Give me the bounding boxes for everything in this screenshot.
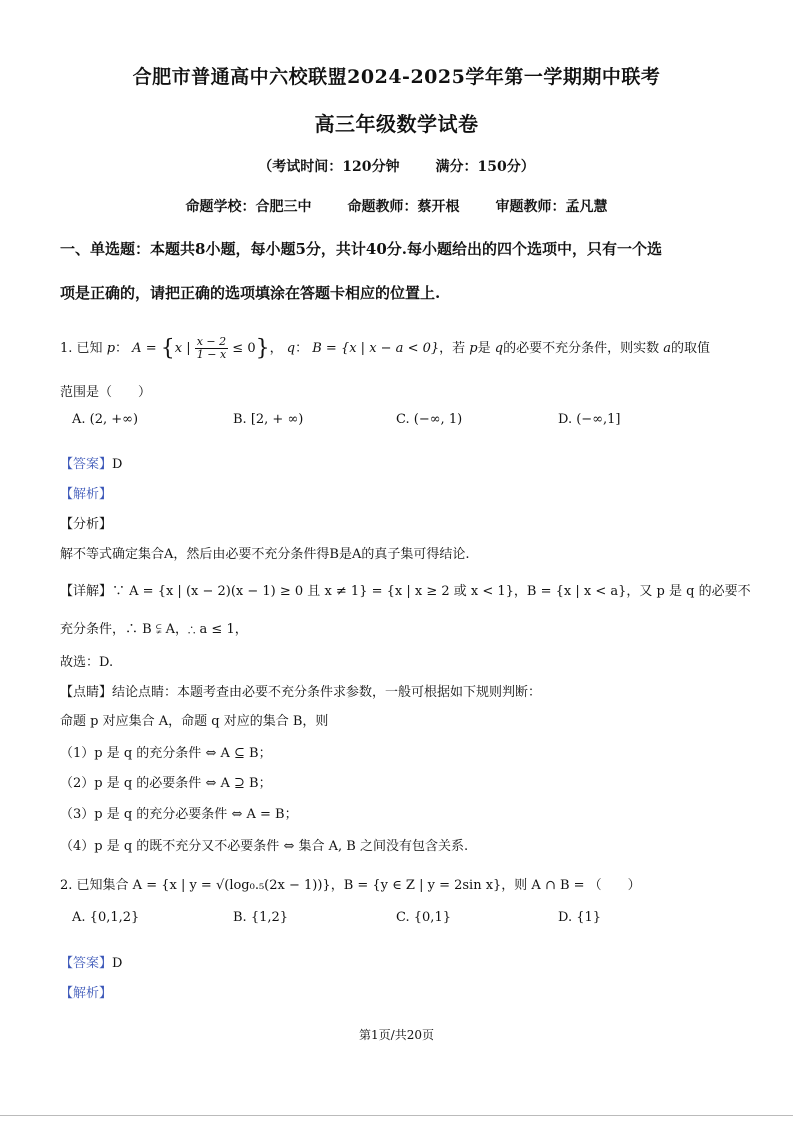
q1-range: 的取值 [671, 341, 711, 356]
q2-option-a[interactable]: A. {0,1,2} [72, 910, 140, 925]
q2-option-b[interactable]: B. {1,2} [233, 910, 289, 925]
q1-q2: q [494, 341, 504, 356]
q2-stem: 2. 已知集合 A = {x | y = √(log₀.₅(2x − 1))}，B = {y ∈ Z | y = 2sin x}，则 A ∩ B = （ ） [60, 878, 641, 893]
q1-is: 是 [477, 341, 491, 356]
q1-answer [60, 453, 740, 472]
q1-cond: ，若 [439, 341, 466, 356]
q1-colon: ： [115, 341, 129, 356]
q1-p2: p [469, 341, 478, 356]
q1-stem-line2: 范围是（ ） [60, 385, 152, 400]
q1-option-c[interactable]: C. (−∞, 1) [396, 412, 463, 427]
exam-subtitle: 高三年级数学试卷 [314, 112, 479, 136]
q1-detail [60, 580, 751, 599]
q1-fenxi-text: 解不等式确定集合A，然后由必要不充分条件得B是A的真子集可得结论. [60, 547, 470, 562]
page-number: 第1页/共20页 [359, 1028, 434, 1042]
exam-authors [0, 196, 793, 216]
answer-value: D [112, 457, 123, 472]
setter: 命题教师：蔡开根 [347, 199, 460, 215]
note-tag: 【点睛】 [60, 685, 113, 700]
q1-p: p [106, 341, 116, 356]
q2-answer [60, 952, 740, 971]
q1-detail-line2: 充分条件，∴ B ⫋ A，∴ a ≤ 1， [60, 622, 248, 637]
q1-option-b[interactable]: B. [2, + ∞) [233, 412, 304, 427]
section-heading-line1: 一、单选题：本题共8小题，每小题5分，共计40分.每小题给出的四个选项中，只有一个选 [60, 240, 662, 258]
reviewer: 审题教师：孟凡慧 [495, 199, 608, 215]
q1-note [60, 681, 740, 700]
q1-rule-3: （3）p 是 q 的充分必要条件 ⇔ A = B； [60, 807, 298, 822]
q1-colon2: ： [295, 341, 309, 356]
full-score: 满分：150分） [435, 159, 535, 175]
q1-choose: 故选：D. [60, 655, 114, 670]
q1-analysis-tag: 【解析】 [60, 487, 113, 502]
q1-option-a[interactable]: A. (2, +∞) [72, 412, 139, 427]
exam-meta [0, 156, 793, 176]
q1-option-d[interactable]: D. (−∞,1] [558, 412, 621, 427]
q1-rule-4: （4）p 是 q 的既不充分又不必要条件 ⇔ 集合 A, B 之间没有包含关系. [60, 839, 469, 854]
q1-q: q [286, 341, 296, 356]
q2-analysis-tag: 【解析】 [60, 986, 113, 1001]
q1-note-line2: 命题 p 对应集合 A，命题 q 对应的集合 B，则 [60, 714, 329, 729]
exam-title: 合肥市普通高中六校联盟2024-2025学年第一学期期中联考 [132, 66, 661, 88]
q1-cond-tail: 的必要不充分条件，则实数 [503, 341, 660, 356]
q1-setA-tail: ≤ 0 [232, 341, 256, 356]
bottom-divider [0, 1115, 793, 1116]
q1-fenxi-tag: 【分析】 [60, 517, 113, 532]
answer-tag: 【答案】 [60, 956, 113, 971]
q1-stem: 1. 已知 p： A = {x | $\frac{x - 2}{1 - x}$ ≤ 0}， q： B = {x | x − a < 0}，若 p是 q的必要不充分条件，则实数 a的取值 [60, 335, 711, 361]
q1-rule-2: （2）p 是 q 的必要条件 ⇔ A ⊇ B； [60, 776, 272, 791]
q2-option-c[interactable]: C. {0,1} [396, 910, 451, 925]
exam-time: （考试时间：120分钟 [258, 159, 400, 175]
q1-rule-1: （1）p 是 q 的充分条件 ⇔ A ⊆ B； [60, 746, 272, 761]
answer-tag: 【答案】 [60, 457, 113, 472]
q1-intro: 1. 已知 [60, 341, 103, 356]
section-heading-line2: 项是正确的，请把正确的选项填涂在答题卡相应的位置上. [60, 284, 441, 302]
answer-value: D [112, 956, 123, 971]
note-text: 结论点睛：本题考查由必要不充分条件求参数，一般可根据如下规则判断： [112, 685, 542, 700]
detail-text: ∵ A = {x | (x − 2)(x − 1) ≥ 0 且 x ≠ 1} = {x | x ≥ 2 或 x < 1}，B = {x | x < a}，又 p 是 q 的必要不 [112, 584, 751, 599]
q2-option-d[interactable]: D. {1} [558, 910, 602, 925]
q1-fraction: $\frac{x - 2}{1 - x}$ [196, 335, 227, 361]
q1-setA-lhs: A = [132, 341, 157, 356]
q1-setB: B = {x | x − a < 0} [312, 341, 440, 356]
q1-a: a [663, 341, 672, 356]
school: 命题学校：合肥三中 [185, 199, 312, 215]
q1-comma: ， [269, 341, 283, 356]
q1-setA-x: x [174, 341, 183, 356]
detail-tag: 【详解】 [60, 584, 113, 599]
